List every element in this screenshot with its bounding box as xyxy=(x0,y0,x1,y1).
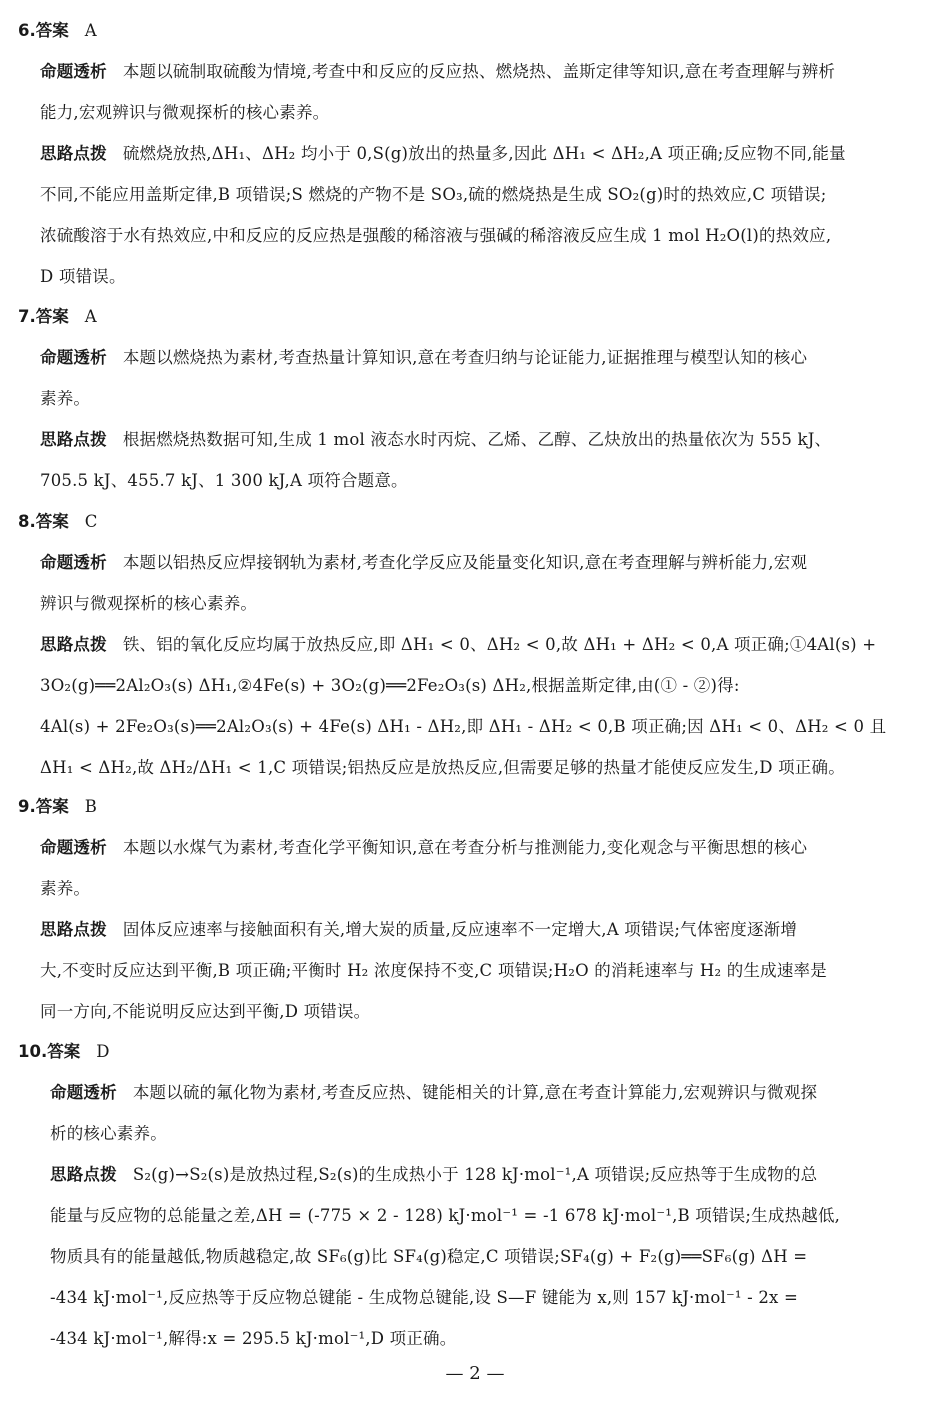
q6-analysis-text: 能力,宏观辨识与微观探析的核心素养。 xyxy=(40,103,330,122)
q9-answer-value: B xyxy=(84,797,97,816)
q6-hint-text: D 项错误。 xyxy=(40,267,126,286)
q6-analysis-label: 命题透析 xyxy=(40,62,107,81)
q9-analysis-text: 素养。 xyxy=(40,879,91,898)
q7-hint-line xyxy=(40,470,408,492)
q9-hint-text: 固体反应速率与接触面积有关,增大炭的质量,反应速率不一定增大,A 项错误;气体密度逐渐增 xyxy=(122,920,798,939)
q6-hint-line xyxy=(40,143,846,165)
q8-analysis-line xyxy=(40,552,807,574)
page-number: — 2 — xyxy=(445,1363,505,1384)
q10-answer-value: D xyxy=(96,1042,110,1061)
q10-hint-text: -434 kJ·mol⁻¹,反应热等于反应物总键能 - 生成物总键能,设 S—F 键能为 x,则 157 kJ·mol⁻¹ - 2x = xyxy=(50,1288,799,1307)
q10-analysis-line xyxy=(50,1082,817,1104)
q6-analysis-line xyxy=(40,61,835,83)
q8-hint-label: 思路点拨 xyxy=(40,635,107,654)
q7-header xyxy=(18,306,97,328)
q7-answer-value: A xyxy=(84,307,97,326)
q7-analysis-line xyxy=(40,347,807,369)
q8-hint-line xyxy=(40,634,876,656)
q10-hint-line xyxy=(50,1164,817,1186)
q10-hint-text: S₂(g)→S₂(s)是放热过程,S₂(s)的生成热小于 128 kJ·mol⁻¹,A 项错误;反应热等于生成物的总 xyxy=(132,1165,818,1184)
q8-analysis-label: 命题透析 xyxy=(40,553,107,572)
q10-hint-text: 物质具有的能量越低,物质越稳定,故 SF₆(g)比 SF₄(g)稳定,C 项错误;SF₄(g) + F₂(g)══SF₆(g) ΔH = xyxy=(50,1247,808,1266)
q8-hint-text: 4Al(s) + 2Fe₂O₃(s)══2Al₂O₃(s) + 4Fe(s) ΔH₁ - ΔH₂,即 ΔH₁ - ΔH₂ < 0,B 项正确;因 ΔH₁ < 0、ΔH₂ < 0 且 xyxy=(40,717,887,736)
q9-hint-line xyxy=(40,1001,370,1023)
q9-answer-label: 答案 xyxy=(35,797,69,816)
q9-hint-label: 思路点拨 xyxy=(40,920,107,939)
q8-answer-value: C xyxy=(84,512,98,531)
q10-number: 10. xyxy=(18,1042,48,1061)
q9-hint-text: 大,不变时反应达到平衡,B 项正确;平衡时 H₂ 浓度保持不变,C 项错误;H₂O 的消耗速率与 H₂ 的生成速率是 xyxy=(40,961,827,980)
q8-number: 8. xyxy=(18,512,36,531)
q10-analysis-text: 本题以硫的氟化物为素材,考查反应热、键能相关的计算,意在考查计算能力,宏观辨识与微观探 xyxy=(132,1083,818,1102)
q10-hint-text: 能量与反应物的总能量之差,ΔH = (-775 × 2 - 128) kJ·mol⁻¹ = -1 678 kJ·mol⁻¹,B 项错误;生成热越低, xyxy=(50,1206,841,1225)
q6-hint-line xyxy=(40,266,126,288)
q8-header xyxy=(18,511,97,533)
q10-hint-line xyxy=(50,1287,798,1309)
q6-hint-text: 浓硫酸溶于水有热效应,中和反应的反应热是强酸的稀溶液与强碱的稀溶液反应生成 1 mol H₂O(l)的热效应, xyxy=(40,226,832,245)
q6-analysis-line xyxy=(40,102,329,124)
q8-hint-text: ΔH₁ < ΔH₂,故 ΔH₂/ΔH₁ < 1,C 项错误;铝热反应是放热反应,但需要足够的热量才能使反应发生,D 项正确。 xyxy=(40,758,845,777)
q10-header xyxy=(18,1041,109,1063)
q9-number: 9. xyxy=(18,797,36,816)
q7-analysis-label: 命题透析 xyxy=(40,348,107,367)
q7-hint-text: 705.5 kJ、455.7 kJ、1 300 kJ,A 项符合题意。 xyxy=(40,471,408,490)
q9-analysis-line xyxy=(40,837,807,859)
q6-answer-value: A xyxy=(84,21,97,40)
q7-hint-line xyxy=(40,429,831,451)
q10-hint-line xyxy=(50,1328,456,1350)
q8-hint-line xyxy=(40,757,845,779)
q9-analysis-text: 本题以水煤气为素材,考查化学平衡知识,意在考查分析与推测能力,变化观念与平衡思想的核心 xyxy=(122,838,808,857)
q6-hint-label: 思路点拨 xyxy=(40,144,107,163)
q6-answer-label: 答案 xyxy=(35,21,69,40)
q8-hint-line xyxy=(40,675,740,697)
q7-answer-label: 答案 xyxy=(35,307,69,326)
q10-answer-label: 答案 xyxy=(47,1042,81,1061)
q10-hint-text: -434 kJ·mol⁻¹,解得:x = 295.5 kJ·mol⁻¹,D 项正确。 xyxy=(50,1329,457,1348)
q10-hint-label: 思路点拨 xyxy=(50,1165,117,1184)
q9-header xyxy=(18,796,97,818)
q10-analysis-line xyxy=(50,1123,167,1145)
q10-analysis-label: 命题透析 xyxy=(50,1083,117,1102)
q6-hint-text: 不同,不能应用盖斯定律,B 项错误;S 燃烧的产物不是 SO₃,硫的燃烧热是生成 SO₂(g)时的热效应,C 项错误; xyxy=(40,185,827,204)
q7-analysis-text: 素养。 xyxy=(40,389,91,408)
q6-hint-text: 硫燃烧放热,ΔH₁、ΔH₂ 均小于 0,S(g)放出的热量多,因此 ΔH₁ < ΔH₂,A 项正确;反应物不同,能量 xyxy=(122,144,846,163)
q8-analysis-text: 辨识与微观探析的核心素养。 xyxy=(40,594,258,613)
q8-hint-text: 3O₂(g)══2Al₂O₃(s) ΔH₁,②4Fe(s) + 3O₂(g)══2Fe₂O₃(s) ΔH₂,根据盖斯定律,由(① - ②)得: xyxy=(40,676,740,695)
q7-hint-label: 思路点拨 xyxy=(40,430,107,449)
q8-answer-label: 答案 xyxy=(35,512,69,531)
q7-number: 7. xyxy=(18,307,36,326)
q6-hint-line xyxy=(40,184,827,206)
q6-analysis-text: 本题以硫制取硫酸为情境,考查中和反应的反应热、燃烧热、盖斯定律等知识,意在考查理解与辨析 xyxy=(122,62,836,81)
q6-hint-line xyxy=(40,225,831,247)
q10-hint-line xyxy=(50,1246,807,1268)
q7-analysis-line xyxy=(40,388,90,410)
q9-analysis-label: 命题透析 xyxy=(40,838,107,857)
q10-hint-line xyxy=(50,1205,840,1227)
q8-analysis-line xyxy=(40,593,257,615)
q10-analysis-text: 析的核心素养。 xyxy=(50,1124,167,1143)
q9-hint-line xyxy=(40,960,827,982)
q7-hint-text: 根据燃烧热数据可知,生成 1 mol 液态水时丙烷、乙烯、乙醇、乙炔放出的热量依次为 555 kJ、 xyxy=(122,430,832,449)
q9-hint-text: 同一方向,不能说明反应达到平衡,D 项错误。 xyxy=(40,1002,371,1021)
q9-hint-line xyxy=(40,919,797,941)
q6-number: 6. xyxy=(18,21,36,40)
q8-analysis-text: 本题以铝热反应焊接钢轨为素材,考查化学反应及能量变化知识,意在考查理解与辨析能力,宏观 xyxy=(122,553,808,572)
q7-analysis-text: 本题以燃烧热为素材,考查热量计算知识,意在考查归纳与论证能力,证据推理与模型认知的核心 xyxy=(122,348,808,367)
q8-hint-line xyxy=(40,716,886,738)
q8-hint-text: 铁、铝的氧化反应均属于放热反应,即 ΔH₁ < 0、ΔH₂ < 0,故 ΔH₁ + ΔH₂ < 0,A 项正确;①4Al(s) + xyxy=(122,635,877,654)
q6-header xyxy=(18,20,97,42)
q9-analysis-line xyxy=(40,878,90,900)
